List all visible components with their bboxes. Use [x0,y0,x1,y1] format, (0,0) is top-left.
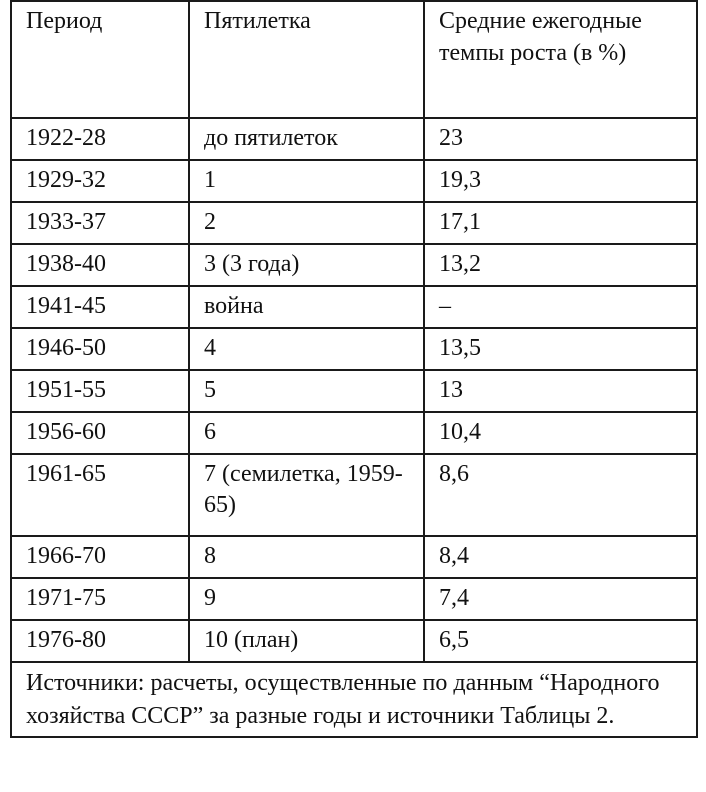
cell-period: 1951-55 [11,370,189,412]
source-note-row [11,662,697,737]
column-header-five-year-plan: Пятилетка [189,1,424,118]
table-row [11,454,697,536]
cell-rate: 8,6 [424,454,697,536]
cell-period: 1946-50 [11,328,189,370]
column-header-growth-rate: Средние ежегодные темпы роста (в %) [424,1,697,118]
table-row [11,160,697,202]
table-row [11,620,697,662]
cell-rate: 13 [424,370,697,412]
cell-period: 1956-60 [11,412,189,454]
table-row [11,202,697,244]
cell-rate: 6,5 [424,620,697,662]
cell-plan: 1 [189,160,424,202]
cell-period: 1929-32 [11,160,189,202]
source-note: Источники: расчеты, осуществленные по данным “Народного хозяйства СССР” за разные годы и источники Таблицы 2. [11,662,697,737]
cell-rate: – [424,286,697,328]
cell-period: 1961-65 [11,454,189,536]
cell-rate: 13,5 [424,328,697,370]
cell-plan: до пятилеток [189,118,424,160]
table-row [11,328,697,370]
table-row [11,244,697,286]
cell-plan: 10 (план) [189,620,424,662]
cell-plan: 8 [189,536,424,578]
cell-rate: 8,4 [424,536,697,578]
cell-plan: 5 [189,370,424,412]
table-row [11,578,697,620]
table-row [11,118,697,160]
cell-period: 1966-70 [11,536,189,578]
cell-plan: 9 [189,578,424,620]
cell-rate: 17,1 [424,202,697,244]
cell-plan: 2 [189,202,424,244]
cell-period: 1922-28 [11,118,189,160]
cell-period: 1938-40 [11,244,189,286]
growth-rates-table [10,0,698,738]
cell-plan: 4 [189,328,424,370]
cell-plan: война [189,286,424,328]
cell-plan: 3 (3 года) [189,244,424,286]
cell-rate: 13,2 [424,244,697,286]
table-row [11,370,697,412]
cell-period: 1941-45 [11,286,189,328]
cell-rate: 7,4 [424,578,697,620]
cell-rate: 10,4 [424,412,697,454]
cell-period: 1971-75 [11,578,189,620]
growth-rates-table-container [10,0,696,738]
cell-plan: 6 [189,412,424,454]
table-row [11,286,697,328]
column-header-period: Период [11,1,189,118]
cell-rate: 19,3 [424,160,697,202]
cell-period: 1976-80 [11,620,189,662]
cell-period: 1933-37 [11,202,189,244]
cell-plan: 7 (семилетка, 1959-65) [189,454,424,536]
table-row [11,536,697,578]
table-row [11,412,697,454]
table-header-row [11,1,697,118]
cell-rate: 23 [424,118,697,160]
